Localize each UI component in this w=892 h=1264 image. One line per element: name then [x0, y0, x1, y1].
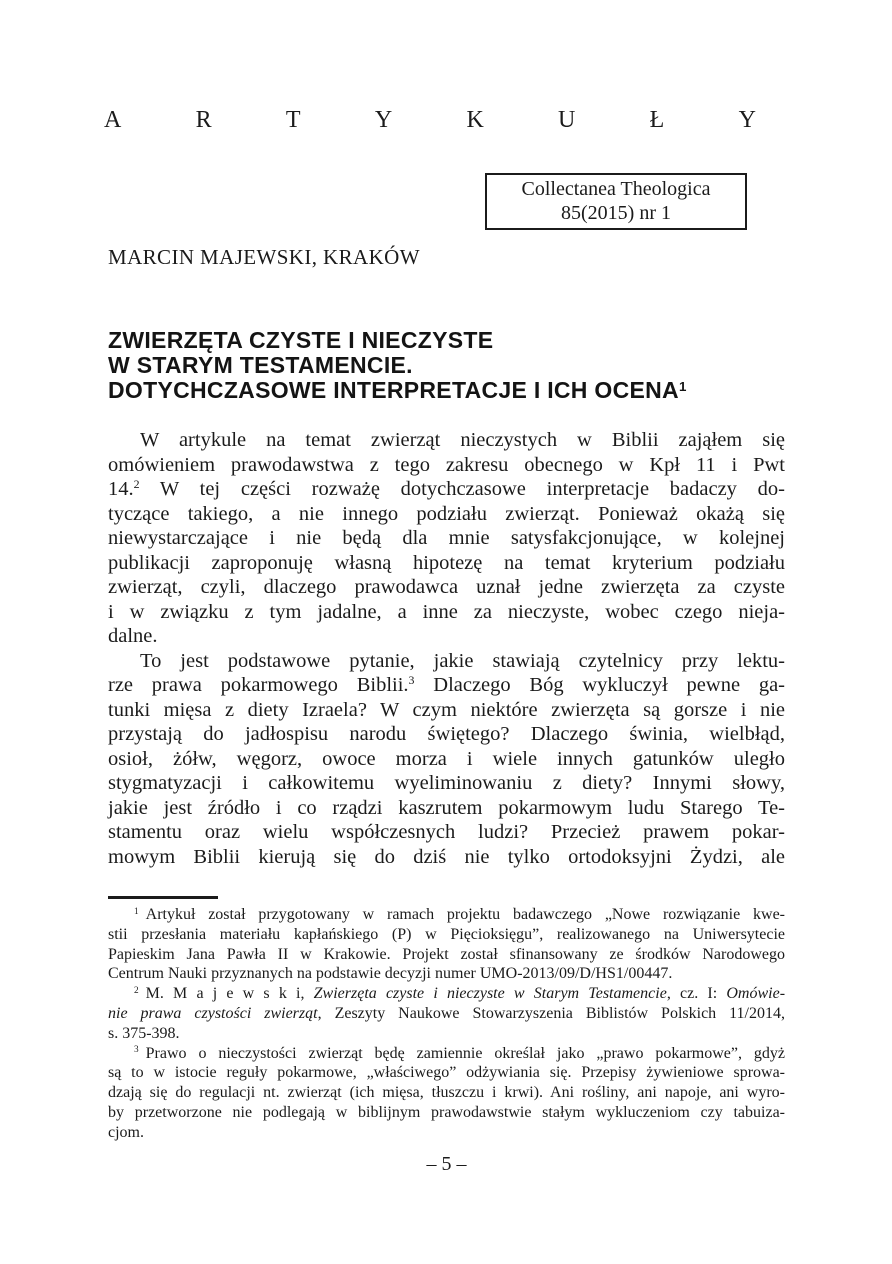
text-line: [108, 551, 785, 576]
text-line: [108, 984, 785, 1004]
footnote-marker: 2: [134, 986, 139, 997]
header-letter: Y: [738, 107, 756, 133]
text-line: [108, 1103, 785, 1123]
text-line: [108, 845, 785, 870]
text-segment: To jest podstawowe pytanie, jakie stawiają czytelnicy przy lektu-: [140, 649, 785, 672]
text-line: [108, 624, 785, 649]
text-segment: dzają się do regulacji nt. zwierząt (ich mięsa, tłuszczu i krwi). Ani rośliny, ani napoje, ani wyro-: [108, 1084, 785, 1102]
text-line: [108, 925, 785, 945]
text-line: [108, 722, 785, 747]
text-segment: stii przesłania materiału kapłańskiego (P) w Pięcioksięgu”, realizowanego na Uniwersytecie: [108, 925, 785, 943]
author-line: MARCIN MAJEWSKI, KRAKÓW: [108, 245, 420, 269]
text-segment: Centrum Nauki przyznanych na podstawie decyzji numer UMO-2013/09/D/HS1/00447.: [108, 965, 673, 983]
title-line: [108, 378, 785, 403]
footnote-marker: 1: [134, 906, 139, 917]
text-segment: tyczące takiego, a nie innego podziału zwierząt. Ponieważ okażą się: [108, 502, 785, 525]
body-paragraph: [108, 428, 785, 649]
text-segment: tunki mięsa z diety Izraela? W czym niektóre zwierzęta są gorsze i nie: [108, 698, 785, 721]
body-paragraph: [108, 649, 785, 870]
text-segment: Omówie-: [726, 985, 786, 1003]
text-line: [108, 1083, 785, 1103]
text-segment: Dlaczego Bóg wykluczył pewne ga-: [414, 674, 786, 696]
header-letter: A: [104, 107, 122, 133]
footnote: [108, 905, 785, 984]
text-line: [108, 698, 785, 723]
text-segment: Prawo o nieczystości zwierząt będę zamiennie określał jako „prawo pokarmowe”, gdyż: [145, 1044, 785, 1062]
page-number: – 5 –: [426, 1153, 467, 1175]
text-segment: s. 375-398.: [108, 1024, 180, 1042]
text-segment: osioł, żółw, węgorz, owoce morza i wiele innych gatunków uległo: [108, 747, 785, 770]
text-segment: Artykuł został przygotowany w ramach projektu badawczego „Nowe rozwiązanie kwe-: [145, 906, 785, 923]
text-line: [108, 477, 785, 502]
footnote: [108, 984, 785, 1043]
text-segment: stamentu oraz wielu współczesnych ludzi? Przecież prawem pokar-: [108, 821, 785, 843]
header-letter: K: [466, 107, 484, 133]
text-segment: zwierząt, czyli, dlaczego prawodawca uznał jedne zwierzęta za czyste: [108, 576, 785, 598]
footnote-marker: 2: [133, 477, 140, 492]
text-segment: cjom.: [108, 1123, 144, 1141]
text-segment: stygmatyzacji i całkowitemu wyeliminowaniu z diety? Innymi słowy,: [108, 772, 785, 794]
text-line: [108, 747, 785, 772]
text-line: [108, 820, 785, 845]
footnote-marker: 1: [678, 378, 687, 394]
article-body: [108, 428, 785, 869]
text-segment: W artykule na temat zwierząt nieczystych w Biblii zająłem się: [140, 429, 785, 451]
text-line: [108, 796, 785, 821]
header-letter: Ł: [649, 107, 665, 133]
text-segment: niewystarczające i nie będą dla mnie satysfakcjonujące, w kolejnej: [108, 527, 785, 549]
footnote-separator: [108, 896, 218, 899]
text-segment: , Zeszyty Naukowe Stowarzyszenia Biblistów Polskich 11/2014,: [317, 1004, 785, 1022]
text-segment: Zwierzęta czyste i nieczyste w Starym Testamencie: [313, 985, 667, 1003]
text-segment: są to w istocie reguły pokarmowe, „właściwego” odżywiania się. Przepisy żywieniowe sprowa-: [108, 1064, 785, 1082]
text-line: [108, 428, 785, 453]
text-segment: rze prawa pokarmowego Biblii.: [108, 674, 409, 696]
text-segment: i w związku z tym jadalne, a inne za nieczyste, wobec czego nieja-: [108, 600, 785, 623]
section-header-artykuly: [104, 107, 756, 134]
title-line: [108, 328, 785, 353]
text-segment: Papieskim Jana Pawła II w Krakowie. Projekt został sfinansowany ze środków Narodowego: [108, 945, 785, 963]
text-segment: W tej części rozważę dotychczasowe interpretacje badaczy do-: [139, 478, 785, 500]
text-segment: dalne.: [108, 625, 158, 647]
journal-name: Collectanea Theologica: [521, 178, 711, 200]
header-letter: R: [195, 107, 212, 133]
text-line: [108, 964, 785, 984]
footnote-marker: 3: [134, 1045, 139, 1056]
text-line: [108, 945, 785, 965]
text-segment: publikacji zaproponuję własną hipotezę na temat kryterium podziału: [108, 551, 785, 574]
text-segment: mowym Biblii kierują się do dziś nie tylko ortodoksyjni Żydzi, ale: [108, 845, 785, 868]
text-line: [108, 771, 785, 796]
text-line: [108, 1044, 785, 1064]
text-line: [108, 905, 785, 925]
text-line: [108, 526, 785, 551]
text-segment: ZWIERZĘTA CZYSTE I NIECZYSTE: [108, 327, 494, 353]
text-line: [108, 600, 785, 625]
text-segment: nie prawa czystości zwierząt: [108, 1004, 318, 1022]
text-line: [108, 1063, 785, 1083]
text-line: [108, 649, 785, 674]
text-line: [108, 453, 785, 478]
text-segment: 14.: [108, 478, 134, 500]
header-letter: U: [558, 107, 576, 133]
text-line: [108, 1123, 785, 1143]
title-line: [108, 353, 785, 378]
text-segment: DOTYCHCZASOWE INTERPRETACJE I ICH OCENA: [108, 377, 679, 403]
text-line: [108, 673, 785, 698]
footnote: [108, 1044, 785, 1143]
footnote-marker: 3: [408, 673, 415, 688]
footnotes: [108, 905, 785, 1143]
text-line: [108, 1024, 785, 1044]
text-line: [108, 575, 785, 600]
text-segment: by przetworzone nie podlegają w biblijnym prawodawstwie stałym wykluczeniom czy tabuiza-: [108, 1103, 785, 1121]
text-segment: , cz. I:: [666, 985, 727, 1003]
header-letter: T: [285, 107, 301, 133]
text-line: [108, 502, 785, 527]
text-segment: przystają do jadłospisu narodu świętego? Dlaczego świnia, wielbłąd,: [108, 723, 785, 745]
text-segment: jakie jest źródło i co rządzi kaszrutem pokarmowym ludu Starego Te-: [108, 796, 785, 819]
text-line: [108, 1004, 785, 1024]
text-segment: omówieniem prawodawstwa z tego zakresu obecnego w Kpł 11 i Pwt: [108, 453, 785, 476]
journal-issue: 85(2015) nr 1: [561, 202, 671, 224]
text-segment: W STARYM TESTAMENCIE.: [108, 352, 413, 378]
header-letter: Y: [374, 107, 393, 133]
journal-box: [485, 173, 747, 230]
text-segment: M. M a j e w s k i,: [145, 985, 314, 1003]
article-title: [108, 328, 785, 403]
